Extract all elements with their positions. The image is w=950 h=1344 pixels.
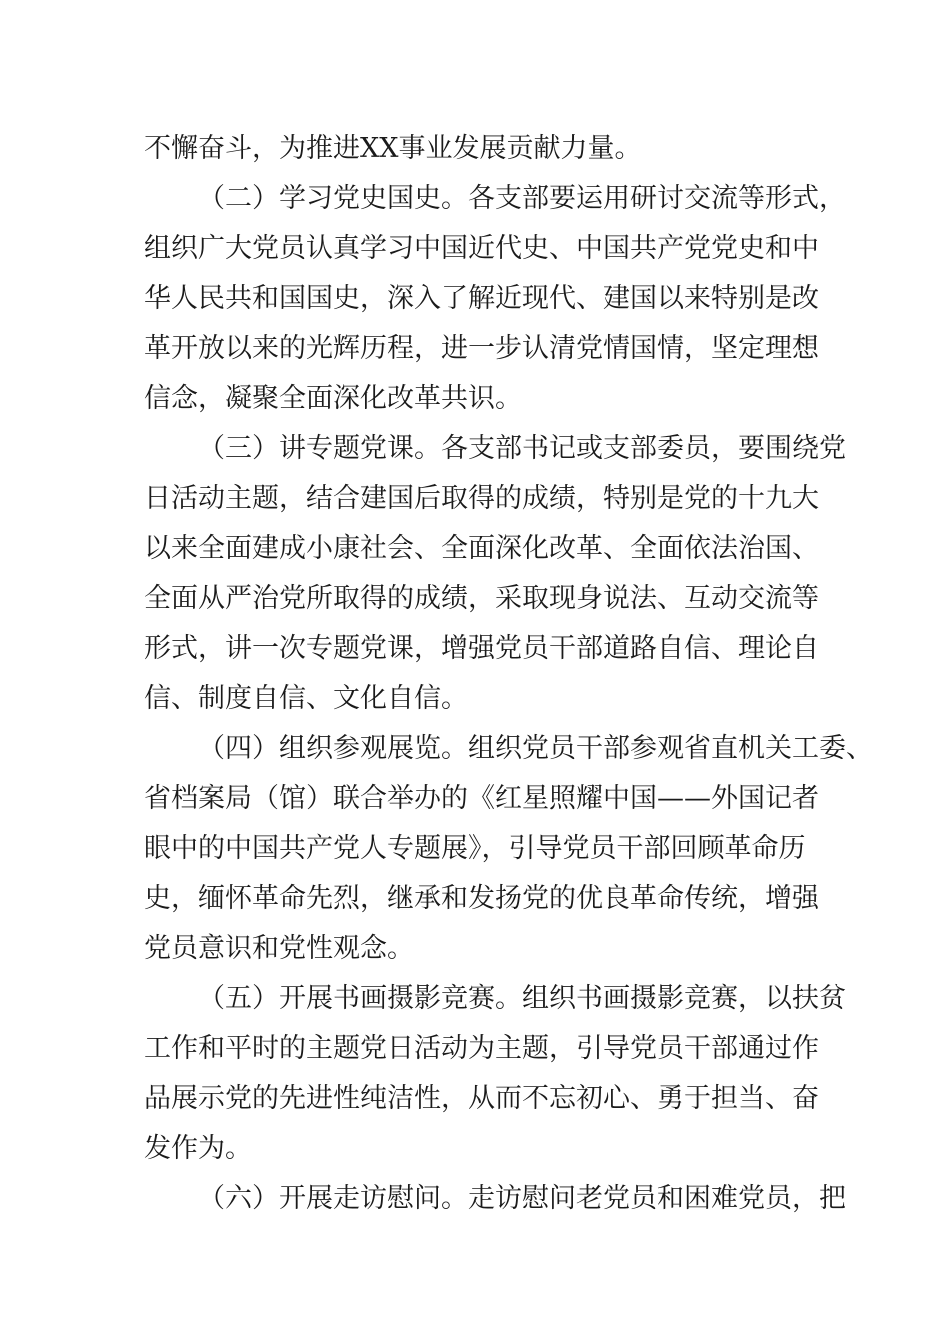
text-line: 品展示党的先进性纯洁性，从而不忘初心、勇于担当、奋 [144,1083,819,1114]
text-line: 组织广大党员认真学习中国近代史、中国共产党党史和中 [144,233,819,264]
document-body [144,124,873,1224]
text-line: 形式，讲一次专题党课，增强党员干部道路自信、理论自 [144,633,819,664]
text-line: 信念，凝聚全面深化改革共识。 [144,383,522,414]
text-line: 省档案局（馆）联合举办的《红星照耀中国——外国记者 [144,783,819,814]
text-line: 信、制度自信、文化自信。 [144,683,468,714]
paragraph-first-line: （三）讲专题党课。各支部书记或支部委员，要围绕党 [198,433,846,464]
paragraph-first-line: （五）开展书画摄影竞赛。组织书画摄影竞赛，以扶贫 [198,983,846,1014]
text-line: 史，缅怀革命先烈，继承和发扬党的优良革命传统，增强 [144,883,819,914]
text-line: 党员意识和党性观念。 [144,933,414,964]
text-line: 日活动主题，结合建国后取得的成绩，特别是党的十九大 [144,483,819,514]
paragraph-first-line: （六）开展走访慰问。走访慰问老党员和困难党员，把 [198,1183,846,1214]
text-line: 革开放以来的光辉历程，进一步认清党情国情，坚定理想 [144,333,819,364]
text-line: 全面从严治党所取得的成绩，采取现身说法、互动交流等 [144,583,819,614]
text-line: 眼中的中国共产党人专题展》，引导党员干部回顾革命历 [144,833,806,864]
text-line: 华人民共和国国史，深入了解近现代、建国以来特别是改 [144,283,819,314]
text-line: 发作为。 [144,1133,252,1164]
paragraph-first-line: （四）组织参观展览。组织党员干部参观省直机关工委、 [198,733,873,764]
paragraph-first-line: （二）学习党史国史。各支部要运用研讨交流等形式， [198,183,846,214]
text-line: 工作和平时的主题党日活动为主题，引导党员干部通过作 [144,1033,819,1064]
text-line: 以来全面建成小康社会、全面深化改革、全面依法治国、 [144,533,819,564]
text-line: 不懈奋斗，为推进XX事业发展贡献力量。 [144,133,642,164]
